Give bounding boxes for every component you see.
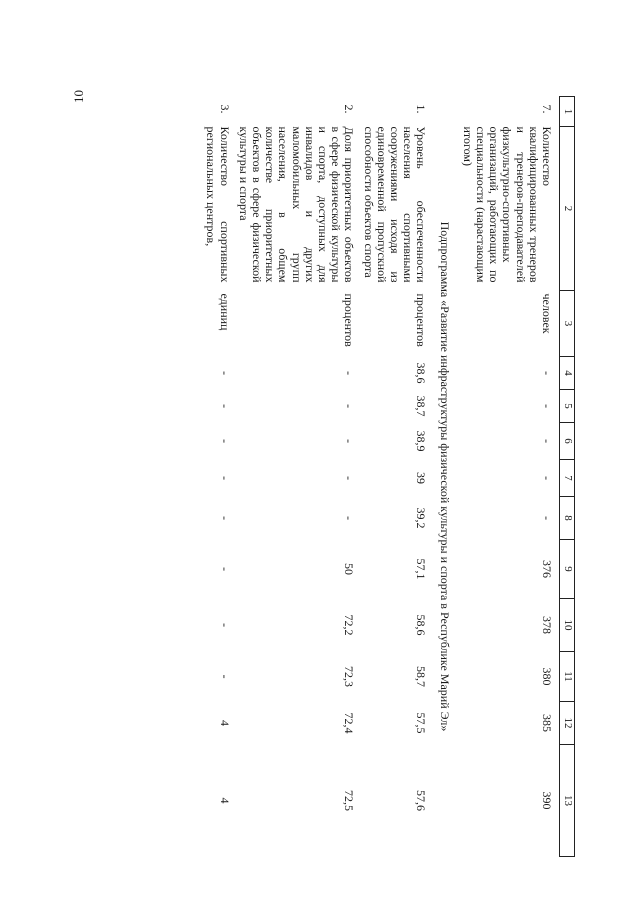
column-number-5: 5 bbox=[560, 390, 575, 423]
rotated-table-area bbox=[115, 96, 575, 856]
indicator-value: 380 bbox=[540, 667, 554, 686]
indicator-value: 72,5 bbox=[342, 790, 357, 811]
indicator-value: 378 bbox=[540, 616, 554, 634]
indicator-value: 72,2 bbox=[342, 614, 357, 636]
column-number-6: 6 bbox=[560, 423, 575, 460]
indicators-table bbox=[204, 96, 575, 857]
column-number-row bbox=[560, 97, 575, 857]
column-number-9: 9 bbox=[560, 540, 575, 599]
indicator-value: 376 bbox=[540, 560, 554, 578]
indicator-value: - bbox=[217, 404, 232, 408]
indicator-value: 58,6 bbox=[414, 614, 429, 636]
indicator-value: - bbox=[217, 439, 232, 443]
indicator-value: - bbox=[342, 476, 357, 480]
indicator-value: 4 bbox=[217, 720, 232, 726]
column-number-1: 1 bbox=[560, 97, 575, 127]
indicator-value: 4 bbox=[217, 797, 232, 804]
column-number-11: 11 bbox=[560, 652, 575, 702]
row-number: 7. bbox=[540, 104, 554, 114]
column-number-12: 12 bbox=[560, 702, 575, 745]
indicator-value: - bbox=[217, 567, 232, 571]
indicator-value: 57,5 bbox=[414, 712, 429, 734]
indicator-value: 58,7 bbox=[414, 666, 429, 687]
indicator-value: - bbox=[217, 623, 232, 627]
column-number-4: 4 bbox=[560, 357, 575, 390]
indicator-value: 39 bbox=[414, 472, 429, 484]
indicator-value: 50 bbox=[342, 563, 357, 575]
indicator-value: - bbox=[540, 404, 554, 408]
indicator-name: Доля приоритетных объектов в сфере физической культуры и спорта, доступных для инвалидов и других маломобильных групп населения, в общем количестве приоритетных объектов в сфере физической культуры и спорта bbox=[236, 126, 357, 283]
indicator-value: - bbox=[540, 516, 554, 520]
indicator-value: - bbox=[342, 439, 357, 443]
subprogram-title: Подпрограмма «Развитие инфраструктуры физической культуры и спорта в Республике Марий Эл» bbox=[437, 221, 452, 732]
column-number-10: 10 bbox=[560, 599, 575, 652]
indicator-value: 385 bbox=[540, 714, 554, 732]
indicator-value: - bbox=[217, 476, 232, 480]
indicator-value: 390 bbox=[540, 791, 554, 810]
indicator-value: 38,9 bbox=[414, 430, 429, 452]
column-number-3: 3 bbox=[560, 291, 575, 357]
unit-of-measure: единиц bbox=[217, 293, 232, 331]
column-number-2: 2 bbox=[560, 127, 575, 291]
indicator-value: - bbox=[540, 476, 554, 480]
row-number: 1. bbox=[414, 104, 429, 114]
indicator-value: - bbox=[342, 404, 357, 408]
indicator-value: - bbox=[217, 674, 232, 679]
column-number-7: 7 bbox=[560, 460, 575, 497]
subprogram-title-row bbox=[433, 97, 460, 857]
indicator-value: - bbox=[540, 371, 554, 375]
unit-of-measure: процентов bbox=[342, 293, 357, 347]
indicator-name: Количество спортивных региональных центров, bbox=[204, 126, 232, 283]
indicator-value: - bbox=[217, 371, 232, 375]
indicator-name: Уровень обеспеченности населения спортивными сооружениями исходя из единовременной пропускной способности объектов спорта bbox=[361, 126, 429, 283]
row-number: 2. bbox=[342, 104, 357, 114]
indicator-value: 38,7 bbox=[414, 395, 429, 417]
column-number-8: 8 bbox=[560, 497, 575, 540]
page-number: 10 bbox=[71, 90, 86, 103]
indicator-value: - bbox=[217, 516, 232, 520]
indicator-value: 38,6 bbox=[414, 362, 429, 384]
unit-of-measure: процентов bbox=[414, 293, 429, 347]
column-number-13: 13 bbox=[560, 745, 575, 857]
indicator-value: 72,4 bbox=[342, 712, 357, 734]
table-row bbox=[204, 97, 236, 857]
indicator-value: 57,6 bbox=[414, 790, 429, 811]
table-row bbox=[237, 97, 362, 857]
indicator-name: Количество квалифицированных тренеров и тренеров-преподавателей физкультурно-спортивных организаций, работающих по специальности (нарастающим итогом) bbox=[460, 126, 554, 283]
row-number: 3. bbox=[217, 104, 232, 114]
indicator-value: 39,2 bbox=[414, 507, 429, 529]
indicator-value: 57,1 bbox=[414, 558, 429, 580]
indicator-value: 72,3 bbox=[342, 666, 357, 687]
unit-of-measure: человек bbox=[540, 293, 554, 334]
indicator-value: - bbox=[540, 439, 554, 443]
indicator-value: - bbox=[342, 516, 357, 520]
indicator-value: - bbox=[342, 371, 357, 375]
table-row bbox=[461, 97, 560, 857]
table-row bbox=[361, 97, 433, 857]
